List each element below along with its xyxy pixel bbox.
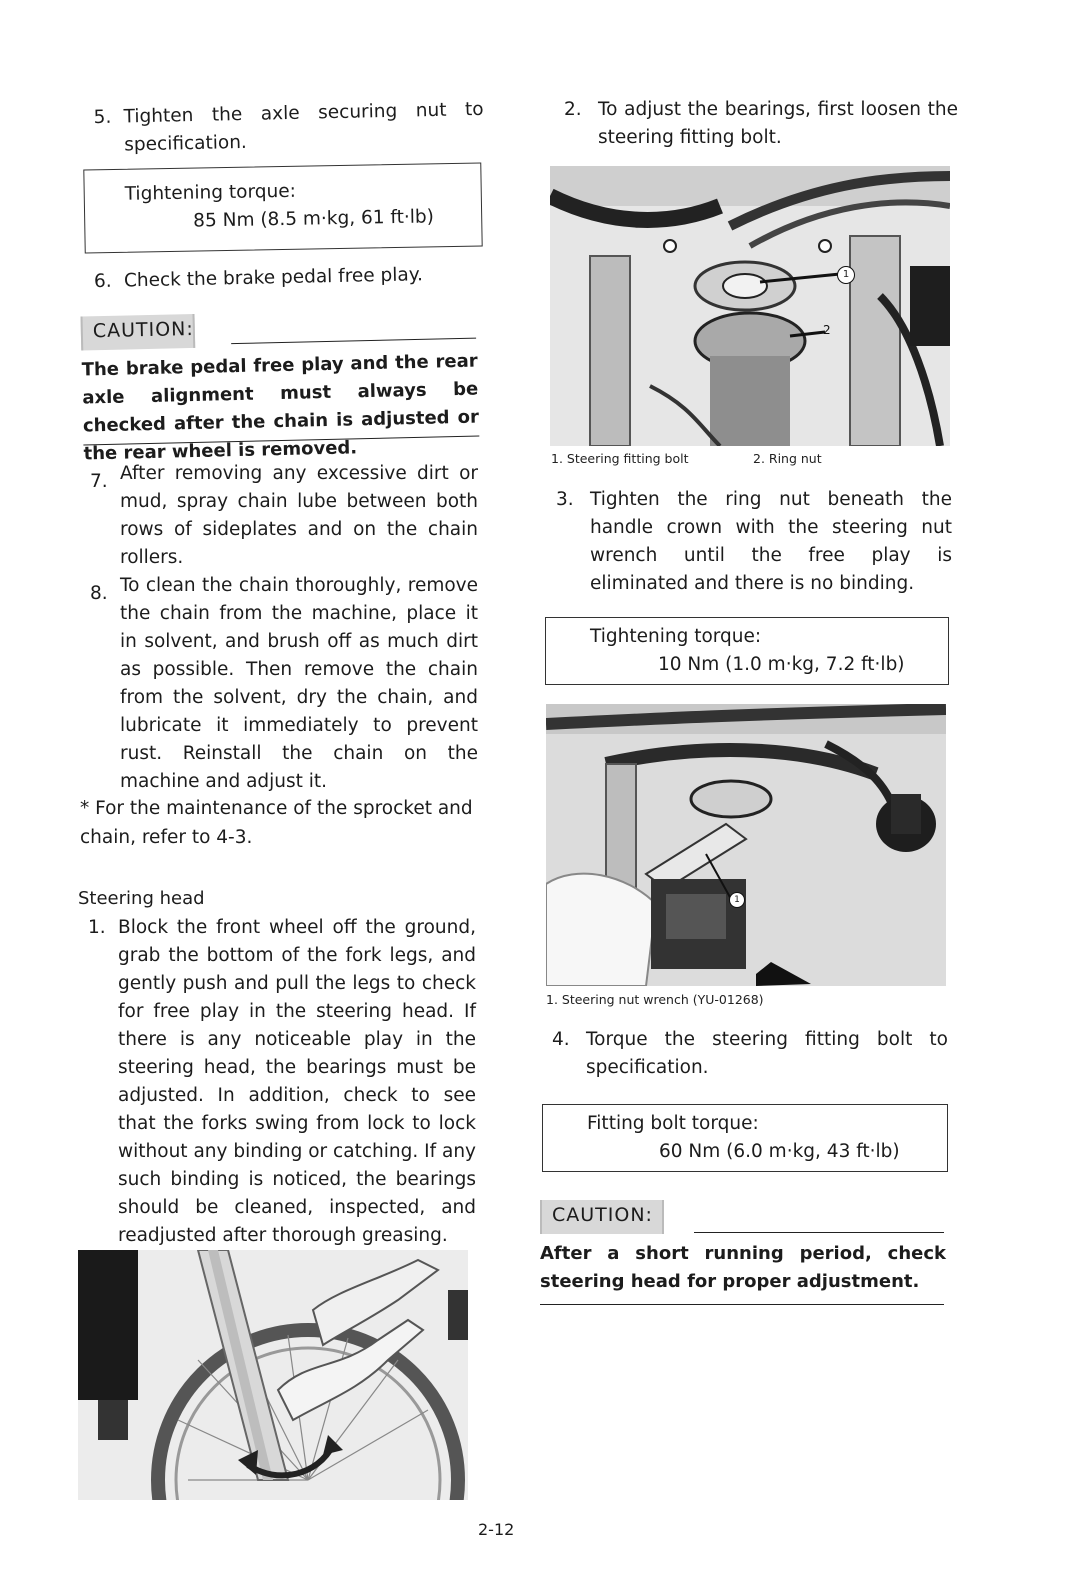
page-number: 2-12 <box>478 1520 515 1539</box>
torque-box-axle <box>83 163 482 254</box>
caution-text: After a short running period, check steering head for proper adjustment. <box>540 1243 946 1292</box>
callout-1: 1 <box>729 892 745 908</box>
torque-label: Fitting bolt torque: <box>587 1113 759 1134</box>
torque-value: 85 Nm (8.5 m·kg, 61 ft·lb) <box>193 206 435 232</box>
photo-steering-nut-wrench <box>546 704 946 986</box>
torque-box-ring-nut <box>545 617 949 685</box>
step-text: Tighten the ring nut beneath the handle crown with the steering nut wrench until the free play is eliminated and there is no binding. <box>590 489 952 594</box>
caution-label: CAUTION: <box>81 314 196 351</box>
photo1-caption-1: 1. Steering fitting bolt <box>551 451 689 466</box>
step-text: Check the brake pedal free play. <box>123 264 424 292</box>
step-2 <box>564 96 958 156</box>
photo1-caption-2: 2. Ring nut <box>753 451 822 466</box>
step-number: 7. <box>90 471 108 492</box>
step-text: To clean the chain thoroughly, remove the chain from the machine, place it in solvent, and brush off as much dirt as possible. Then remove the chain from the solvent, dry the chain, and lubricate it immediately to prevent rust. Reinstall the chain on the machine and adjust it. <box>120 575 478 792</box>
step-number: 2. <box>564 99 582 120</box>
steering-step-1 <box>88 914 476 1244</box>
step-number: 1. <box>88 917 106 938</box>
caution-rule-top <box>694 1232 944 1233</box>
step-text: Torque the steering fitting bolt to specification. <box>586 1029 948 1078</box>
step-number: 6. <box>93 270 112 293</box>
step-4 <box>552 1026 948 1086</box>
steering-nut-wrench-illustration <box>546 704 946 986</box>
step-number: 8. <box>90 583 108 604</box>
caution-rule-top <box>231 338 476 345</box>
torque-label: Tightening torque: <box>124 180 297 205</box>
step-6 <box>94 260 485 300</box>
step-number: 3. <box>556 489 574 510</box>
step-text: Tighten the axle securing nut to specification. <box>123 98 484 156</box>
step-text: Block the front wheel off the ground, grab the bottom of the fork legs, and gently push and pull the legs to check for free play in the steering head. If there is any noticeable play in the steering head, the bearings must be adjusted. In addition, check to see that the forks swing from lock to lock without any binding or catching. If any such binding is noticed, the bearings should be cleaned, inspected, and readjusted after thorough greasing. <box>118 917 476 1246</box>
caution-rule-bottom <box>540 1304 944 1305</box>
step-text: After removing any excessive dirt or mud, spray chain lube between both rows of sideplates and on the chain rollers. <box>120 463 478 568</box>
step-7 <box>90 460 478 576</box>
front-wheel-illustration <box>78 1250 468 1500</box>
photo-steering-fitting-bolt <box>550 166 950 446</box>
section-title-steering-head: Steering head <box>78 888 205 909</box>
callout-2: 2 <box>823 323 831 337</box>
step-number: 5. <box>93 106 112 129</box>
step-text: To adjust the bearings, first loosen the steering fitting bolt. <box>598 99 958 148</box>
photo-front-wheel <box>78 1250 468 1500</box>
torque-value: 10 Nm (1.0 m·kg, 7.2 ft·lb) <box>658 654 905 675</box>
caution-block-2 <box>540 1200 946 1310</box>
step-3 <box>556 486 952 602</box>
step-5 <box>93 96 484 164</box>
callout-1: 1 <box>837 266 855 284</box>
maintenance-note: * For the maintenance of the sprocket and chain, refer to 4-3. <box>80 798 473 848</box>
torque-value: 60 Nm (6.0 m·kg, 43 ft·lb) <box>659 1141 900 1162</box>
torque-box-fitting-bolt <box>542 1104 948 1172</box>
torque-label: Tightening torque: <box>590 626 762 647</box>
caution-block-1 <box>81 308 482 465</box>
caution-label: CAUTION: <box>540 1200 664 1234</box>
step-number: 4. <box>552 1029 570 1050</box>
step-8 <box>90 572 478 792</box>
caution-text: The brake pedal free play and the rear axle alignment must always be checked after the chain is adjusted or the rear wheel is removed. <box>81 350 480 465</box>
photo2-caption: 1. Steering nut wrench (YU-01268) <box>546 992 764 1007</box>
steering-head-illustration <box>550 166 950 446</box>
